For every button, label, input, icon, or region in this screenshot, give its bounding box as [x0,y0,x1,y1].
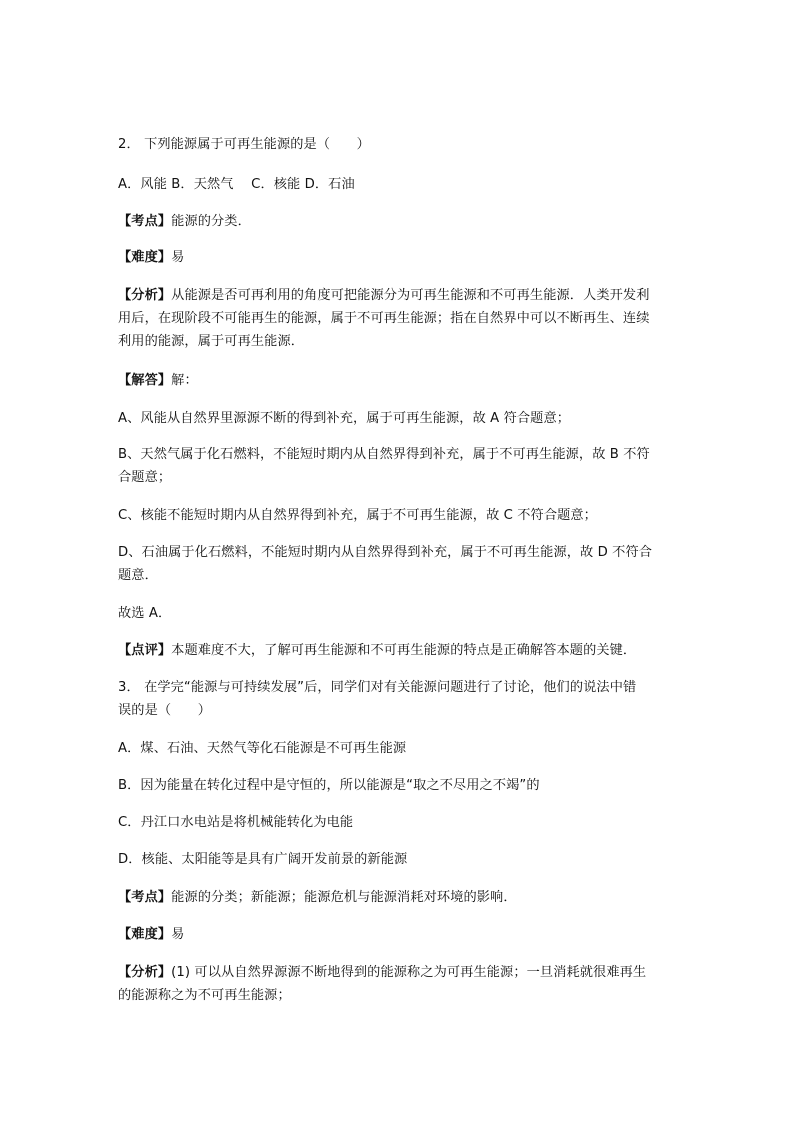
jieda-text: 解： [171,373,198,388]
nandu-text: 易 [171,927,185,942]
kaodian-label: 【考点】 [118,214,172,229]
q3-option-c: C．丹江口水电站是将机械能转化为电能 [118,815,354,830]
nandu-text: 易 [171,250,185,265]
q3-option-d: D．核能、太阳能等是具有广阔开发前景的新能源 [118,852,408,867]
fenxi-label: 【分析】 [118,965,172,980]
dianping-text: 本题难度不大，了解可再生能源和不可再生能源的特点是正确解答本题的关键． [171,643,637,658]
q2-nandu [118,249,688,267]
question-3-line-2: 误的是（ ） [118,703,212,718]
q2-answer-d-line-2: 题意． [118,568,158,583]
fenxi-label: 【分析】 [118,288,172,303]
q2-jieda [118,372,688,390]
kaodian-text: 能源的分类． [171,214,251,229]
kaodian-text: 能源的分类；新能源；能源危机与能源消耗对环境的影响． [171,890,517,905]
q3-kaodian [118,889,688,907]
q3-option-b: B．因为能量在转化过程中是守恒的，所以能源是“取之不尽用之不竭”的 [118,778,540,793]
kaodian-label: 【考点】 [118,890,172,905]
q3-fenxi-line-2: 的能源称之为不可再生能源； [118,988,291,1003]
fenxi-text: 从能源是否可再利用的角度可把能源分为可再生能源和不可再生能源．人类开发利 [171,288,650,303]
jieda-label: 【解答】 [118,373,172,388]
q3-fenxi-line-1 [118,964,688,982]
q2-fenxi-line-1 [118,287,688,305]
q2-answer-b-line-2: 合题意； [118,470,172,485]
nandu-label: 【难度】 [118,927,172,942]
nandu-label: 【难度】 [118,250,172,265]
q3-nandu [118,926,688,944]
question-3-line-1: 3． 在学完“能源与可持续发展”后，同学们对有关能源问题进行了讨论，他们的说法中错 [118,680,637,695]
fenxi-text: (1) 可以从自然界源源不断地得到的能源称之为可再生能源；一旦消耗就很难再生 [171,965,647,980]
q2-fenxi-line-2: 用后，在现阶段不可能再生的能源，属于不可再生能源；指在自然界中可以不断再生、连续 [118,311,650,326]
q2-answer-b-line-1: B、天然气属于化石燃料，不能短时期内从自然界得到补充，属于不可再生能源，故 B 不符 [118,447,650,462]
q3-option-a: A．煤、石油、天然气等化石能源是不可再生能源 [118,741,407,756]
q2-answer-a: A、风能从自然界里源源不断的得到补充，属于可再生能源，故 A 符合题意； [118,411,571,426]
q2-dianping [118,642,688,660]
dianping-label: 【点评】 [118,643,172,658]
q2-answer-c: C、核能不能短时期内从自然界得到补充，属于不可再生能源，故 C 不符合题意； [118,508,597,523]
q2-fenxi-line-3: 利用的能源，属于可再生能源． [118,334,305,349]
question-2-text: 2． 下列能源属于可再生能源的是（ ） [118,137,370,152]
q2-answer-d-line-1: D、石油属于化石燃料，不能短时期内从自然界得到补充，属于不可再生能源，故 D 不符合 [118,545,653,560]
q2-choice: 故选 A． [118,606,172,621]
q2-kaodian [118,213,688,231]
question-2-options: A．风能 B．天然气 C．核能 D．石油 [118,177,355,192]
